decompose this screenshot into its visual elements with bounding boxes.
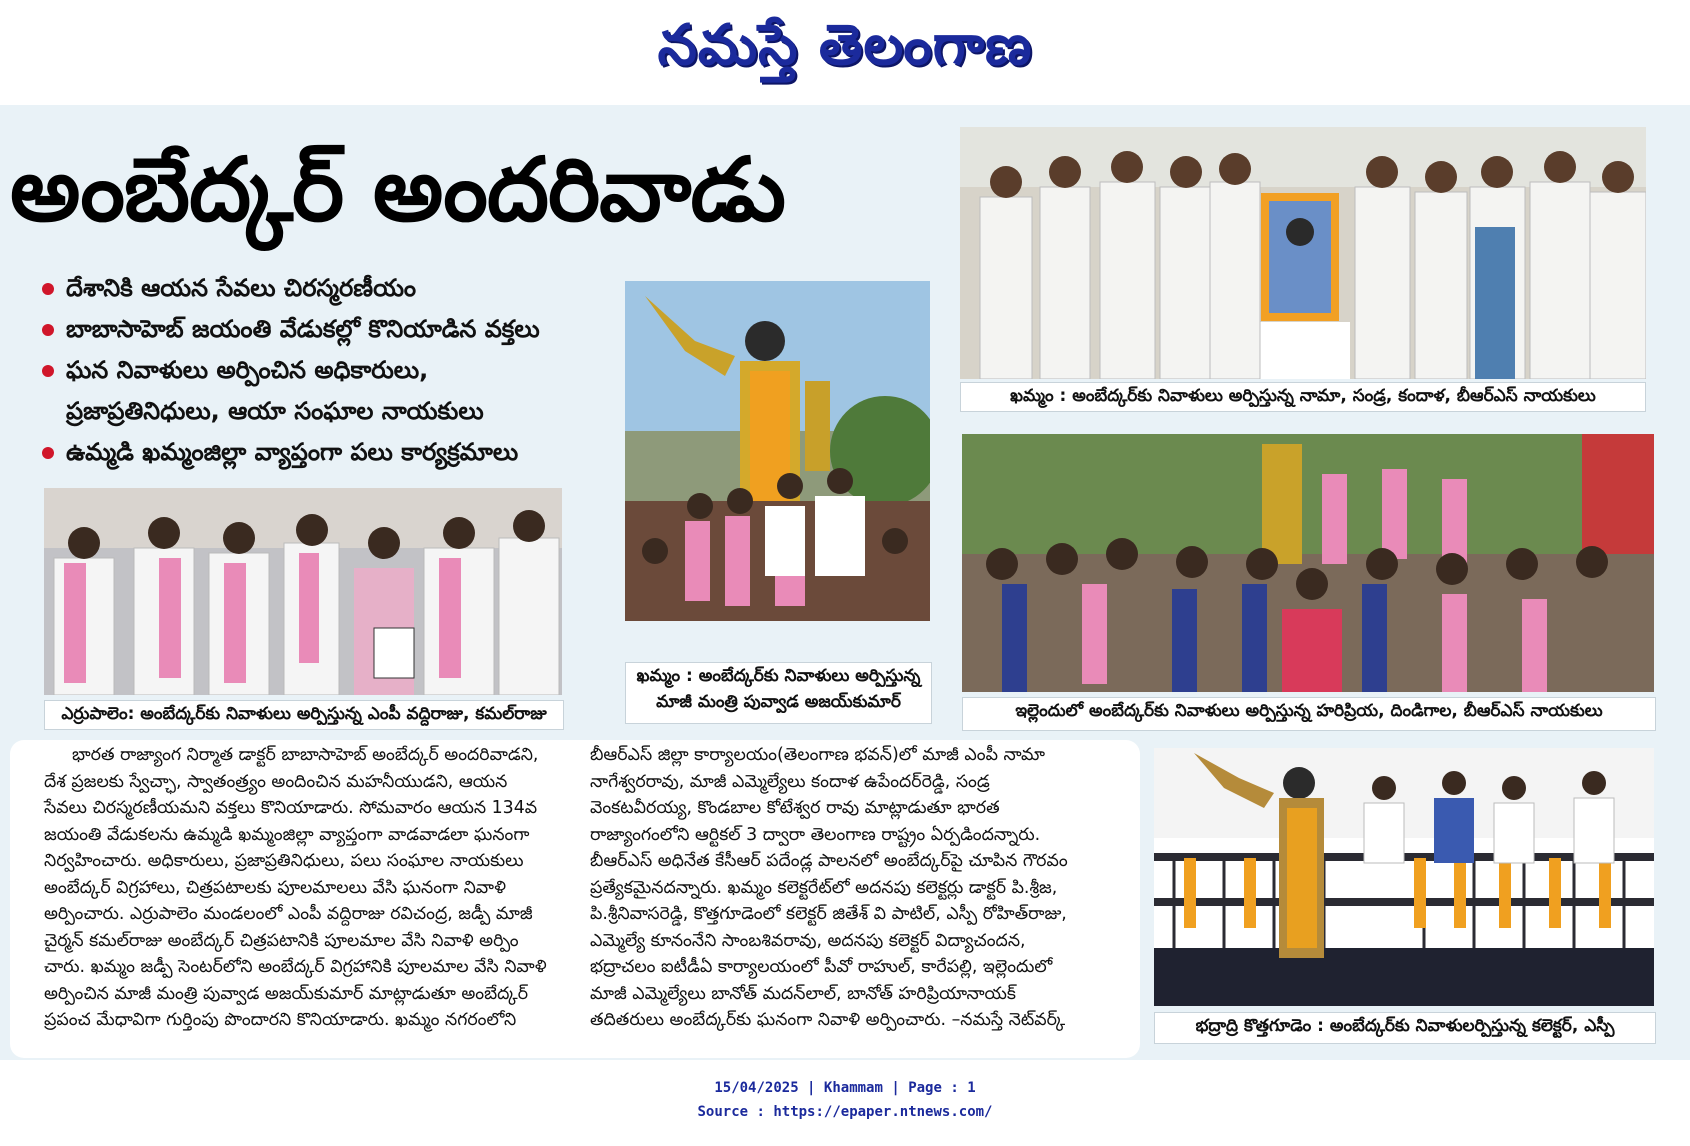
caption-errupalem: ఎర్రుపాలెం: అంబేద్కర్‌కు నివాళులు అర్పిస్తున్న ఎంపీ వద్దిరాజు, కమల్‌రాజు [44,700,564,730]
article-column-2: బీఆర్‌ఎస్ జిల్లా కార్యాలయం(తెలంగాణ భవన్)లో మాజీ ఎంపీ నామా నాగేశ్వరరావు, మాజీ ఎమ్మెల్యేలు కందాళ ఉపేందర్‌రెడ్డి, సండ్ర వెంకటవీరయ్య, కొండబాల కోటేశ్వర రావు మాట్లాడుతూ భారత రాజ్యాంగంలోని ఆర్టికల్ 3 ద్వారా తెలంగాణ రాష్ట్రం ఏర్పడిందన్నారు. బీఆర్‌ఎస్ అధినేత కేసీఆర్ పదేండ్ల పాలనలో అంబేద్కర్‌పై చూపిన గౌరవం ప్రత్యేకమైనదన్నారు. ఖమ్మం కలెక్టరేట్‌లో అదనపు కలెక్టర్లు డాక్టర్ పి.శ్రీజ, పి.శ్రీనివాసరెడ్డి, కొత్తగూడెంలో కలెక్టర్ జితేశ్ వి పాటిల్, ఎస్పీ రోహిత్‌రాజు, ఎమ్మెల్యే కూనంనేని సాంబశివరావు, అదనపు కలెక్టర్ విద్యాచందన, భద్రాచలం ఐటీడీఏ కార్యాలయంలో పీవో రాహుల్, కారేపల్లి, ఇల్లెందులో మాజీ ఎమ్మెల్యేలు బానోత్ మదన్‌లాల్, బానోత్ హరిప్రియానాయక్ తదితరులు అంబేద్కర్‌కు ఘనంగా నివాళి అర్పించారు. –నమస్తే నెట్‌వర్క్ [590,745,1068,1030]
highlight-item: ఉమ్మడి ఖమ్మంజిల్లా వ్యాప్తంగా పలు కార్యక్రమాలు [40,432,610,473]
photo-errupalem [44,488,562,695]
photo-khammam-brs-office [960,127,1646,379]
newspaper-logo: నమస్తే తెలంగాణ [657,12,1033,78]
photo-bhadradri-kothagudem [1154,748,1654,1006]
highlight-item: బాబాసాహెబ్ జయంతి వేడుకల్లో కొనియాడిన వక్తలు [40,309,610,350]
highlight-item: దేశానికి ఆయన సేవలు చిరస్మరణీయం [40,268,610,309]
bullet-dot-icon [42,365,54,377]
footer-source-link[interactable]: Source : https://epaper.ntnews.com/ [697,1104,993,1120]
highlight-item-continued: ప్రజాప్రతినిధులు, ఆయా సంఘాల నాయకులు [66,397,484,425]
headline: అంబేద్కర్ అందరివాడు [10,138,785,241]
highlights-list [40,268,610,473]
caption-bhadradri-kothagudem: భద్రాద్రి కొత్తగూడెం : అంబేద్కర్‌కు నివాళులర్పిస్తున్న కలెక్టర్, ఎస్పీ [1154,1012,1656,1044]
bullet-dot-icon [42,324,54,336]
photo-illendu [962,434,1654,692]
article-column-1: భారత రాజ్యాంగ నిర్మాత డాక్టర్ బాబాసాహెబ్ అంబేద్కర్ అందరివాడని, దేశ ప్రజలకు స్వేచ్ఛా, స్వాతంత్ర్యం అందించిన మహనీయుడని, ఆయన సేవలు చిరస్మరణీయమని వక్తలు కొనియాడారు. సోమవారం ఆయన 134వ జయంతి వేడుకలను ఉమ్మడి ఖమ్మంజిల్లా వ్యాప్తంగా వాడవాడలా ఘనంగా నిర్వహించారు. అధికారులు, ప్రజాప్రతినిధులు, పలు సంఘాల నాయకులు అంబేద్కర్ విగ్రహాలు, చిత్రపటాలకు పూలమాలలు వేసి ఘనంగా నివాళి అర్పించారు. ఎర్రుపాలెం మండలంలో ఎంపీ వద్దిరాజు రవిచంద్ర, జడ్పీ మాజీ చైర్మన్ కమల్‌రాజు అంబేద్కర్ చిత్రపటానికి పూలమాల వేసి నివాళి అర్పిం చారు. ఖమ్మం జడ్పీ సెంటర్‌లోని అంబేద్కర్ విగ్రహానికి పూలమాల వేసి నివాళి అర్పించిన మాజీ మంత్రి పువ్వాడ అజయ్‌కుమార్ మాట్లాడుతూ అంబేద్కర్ ప్రపంచ మేధావిగా గుర్తింపు పొందారని కొనియాడారు. ఖమ్మం నగరంలోని [44,745,547,1030]
caption-khammam-brs-office: ఖమ్మం : అంబేద్కర్‌కు నివాళులు అర్పిస్తున్న నామా, సండ్ర, కందాళ, బీఆర్‌ఎస్ నాయకులు [960,382,1646,412]
caption-illendu: ఇల్లెందులో అంబేద్కర్‌కు నివాళులు అర్పిస్తున్న హరిప్రియ, దిండిగాల, బీఆర్‌ఎస్ నాయకులు [962,697,1656,731]
highlight-item: ఘన నివాళులు అర్పించిన అధికారులు, [40,350,610,391]
photo-khammam-statue [625,281,930,621]
page-footer [0,1076,1690,1124]
caption-khammam-statue: ఖమ్మం : అంబేద్కర్‌కు నివాళులు అర్పిస్తున్న మాజీ మంత్రి పువ్వాడ అజయ్‌కుమార్ [625,662,932,724]
footer-date-edition: 15/04/2025 | Khammam | Page : 1 [714,1080,976,1096]
masthead [0,0,1690,100]
bullet-dot-icon [42,283,54,295]
bullet-dot-icon [42,447,54,459]
